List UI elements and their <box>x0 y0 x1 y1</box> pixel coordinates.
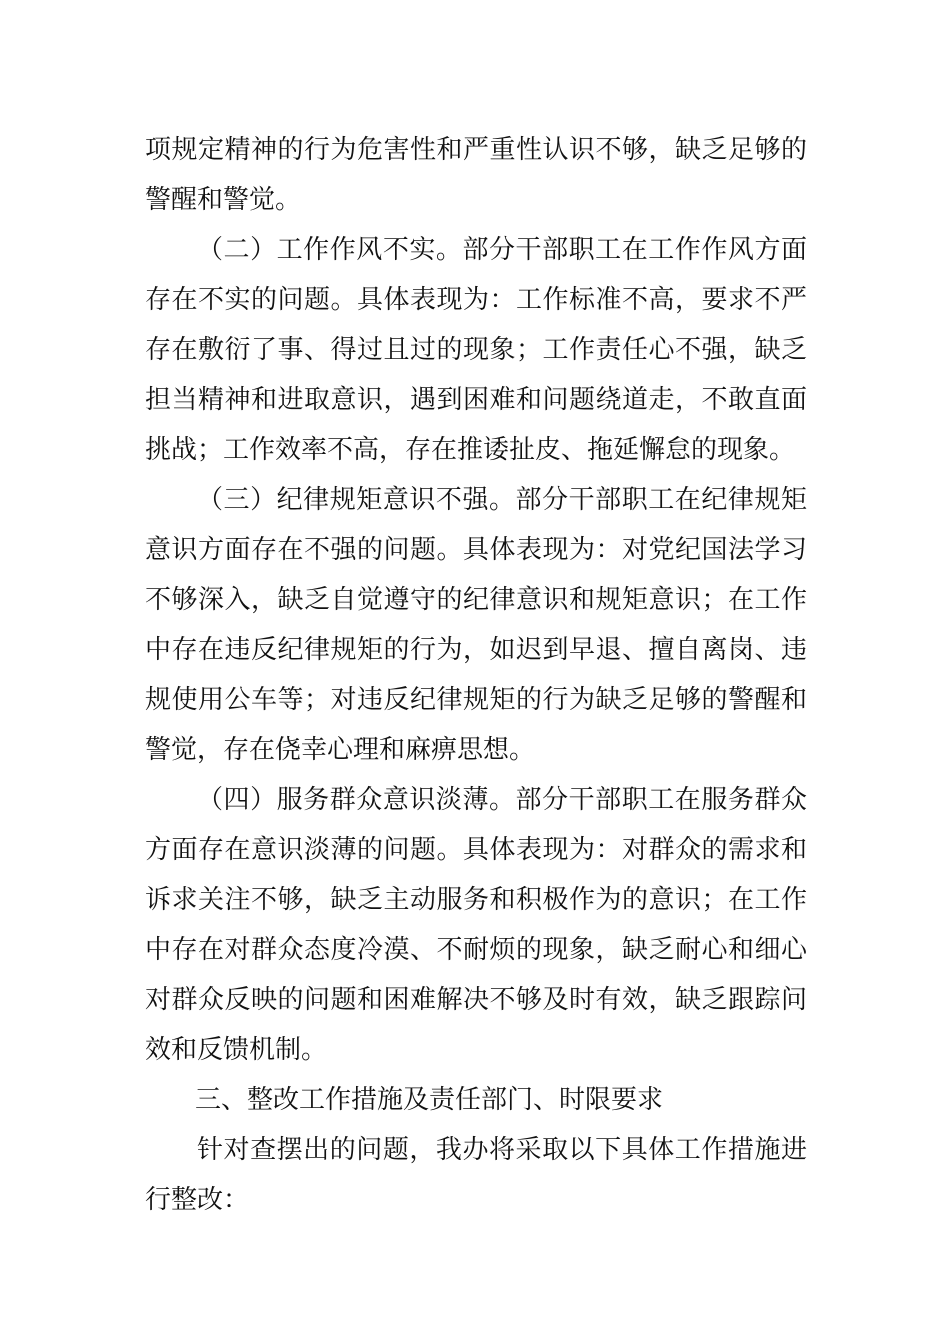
paragraph-issue-work-style: （二）工作作风不实。部分干部职工在工作作风方面存在不实的问题。具体表现为：工作标准不高，要求不严存在敷衍了事、得过且过的现象；工作责任心不强，缺乏担当精神和进取意识，遇到困难和问题绕道走，不敢直面挑战；工作效率不高，存在推诿扯皮、拖延懈怠的现象。 <box>145 235 807 465</box>
document-body <box>145 125 807 1225</box>
paragraph-issue-discipline: （三）纪律规矩意识不强。部分干部职工在纪律规矩意识方面存在不强的问题。具体表现为：对党纪国法学习不够深入，缺乏自觉遵守的纪律意识和规矩意识；在工作中存在违反纪律规矩的行为，如迟到早退、擅自离岗、违规使用公车等；对违反纪律规矩的行为缺乏足够的警醒和警觉，存在侥幸心理和麻痹思想。 <box>145 485 807 765</box>
paragraph-measures-intro: 针对查摆出的问题，我办将采取以下具体工作措施进行整改： <box>145 1135 807 1215</box>
paragraph-continuation: 项规定精神的行为危害性和严重性认识不够，缺乏足够的警醒和警觉。 <box>145 135 807 215</box>
section-heading-rectification: 三、整改工作措施及责任部门、时限要求 <box>195 1085 664 1115</box>
paragraph-issue-service: （四）服务群众意识淡薄。部分干部职工在服务群众方面存在意识淡薄的问题。具体表现为：对群众的需求和诉求关注不够，缺乏主动服务和积极作为的意识；在工作中存在对群众态度冷漠、不耐烦的现象，缺乏耐心和细心对群众反映的问题和困难解决不够及时有效，缺乏跟踪问效和反馈机制。 <box>145 785 807 1065</box>
